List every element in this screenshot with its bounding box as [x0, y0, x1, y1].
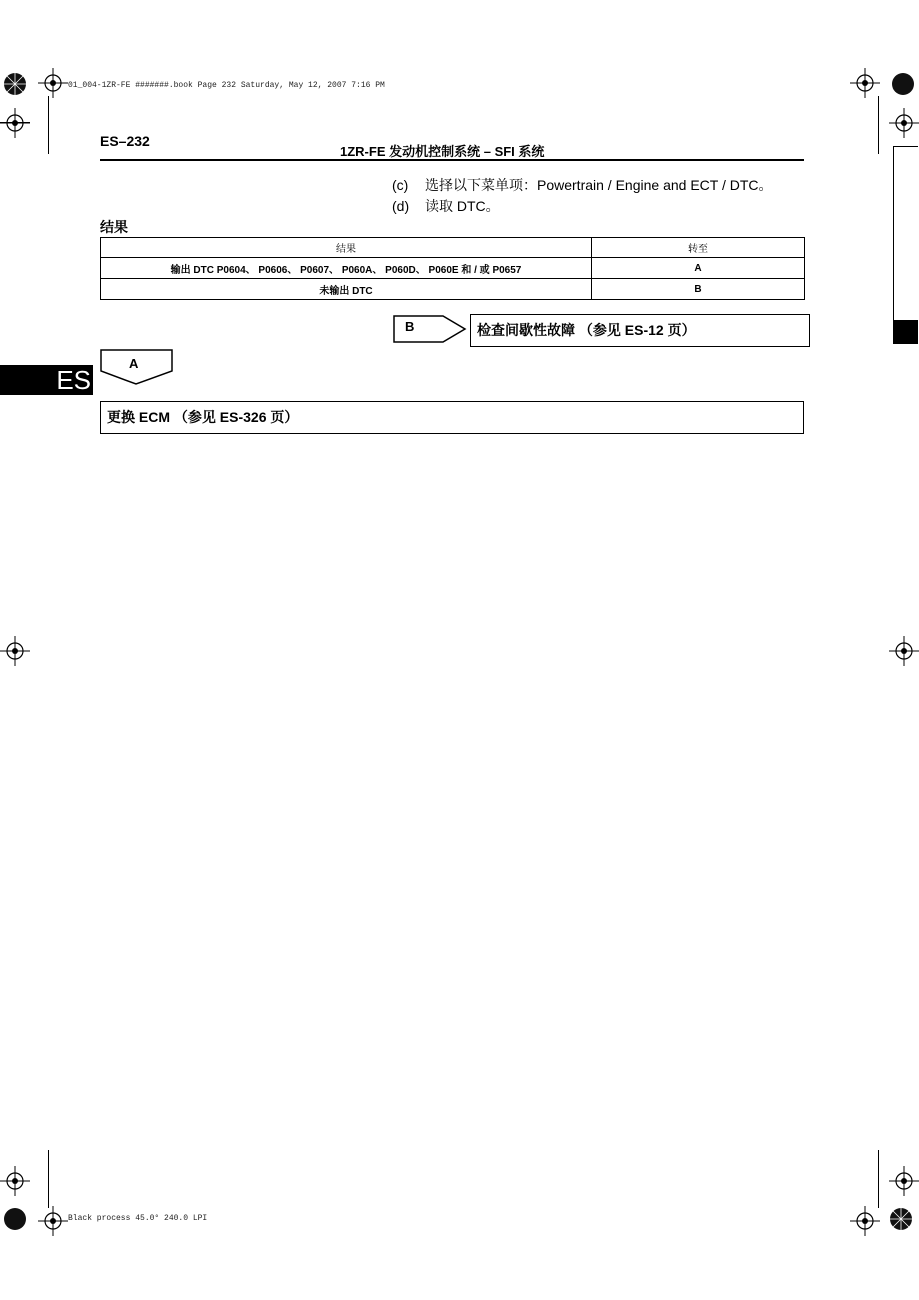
black-dot-mark: [892, 73, 914, 95]
page-number: ES–232: [100, 133, 150, 149]
step-label: (d): [392, 198, 410, 214]
step-text: 读取 DTC。: [425, 198, 500, 214]
registration-mark-icon: [886, 1204, 916, 1234]
crop-line: [0, 122, 30, 123]
column-header-goto: 转至: [592, 238, 805, 258]
branch-a-arrow: [100, 349, 173, 390]
print-slug-bottom: Black process 45.0° 240.0 LPI: [68, 1214, 208, 1223]
crosshair-mark-icon: [38, 1206, 68, 1236]
registration-mark-icon: [0, 69, 30, 99]
step-text: 选择以下菜单项：Powertrain / Engine and ECT / DTC。: [425, 177, 773, 193]
crosshair-mark-icon: [850, 68, 880, 98]
crosshair-mark-icon: [0, 636, 30, 666]
step-d: [392, 196, 500, 216]
crosshair-mark-icon: [889, 108, 919, 138]
crosshair-mark-icon: [0, 108, 30, 138]
crop-line: [48, 1150, 49, 1208]
crop-line: [878, 1150, 879, 1208]
crop-line: [878, 96, 879, 154]
section-tab: ES: [0, 365, 93, 395]
side-section-bar: [893, 146, 918, 344]
crosshair-mark-icon: [850, 1206, 880, 1236]
table-header-row: [101, 238, 805, 258]
result-cell: 输出 DTC P0604、 P0606、 P0607、 P060A、 P060D、 P060E 和 / 或 P0657: [101, 258, 592, 279]
branch-a-label: A: [129, 356, 139, 371]
crosshair-mark-icon: [38, 68, 68, 98]
crop-line: [48, 96, 49, 154]
result-table: [100, 237, 805, 300]
table-row: [101, 279, 805, 300]
side-section-marker: [893, 320, 918, 344]
table-row: [101, 258, 805, 279]
print-slug-top: 01_004-1ZR-FE #######.book Page 232 Saturday, May 12, 2007 7:16 PM: [68, 81, 385, 90]
crosshair-mark-icon: [0, 1166, 30, 1196]
result-heading: 结果: [100, 219, 128, 235]
header-divider: [100, 159, 804, 161]
goto-cell: B: [592, 279, 805, 300]
step-c: [392, 175, 773, 195]
black-dot-mark: [4, 1208, 26, 1230]
step-label: (c): [392, 177, 409, 193]
branch-a-action-box: 更换 ECM （参见 ES-326 页）: [100, 401, 804, 434]
crosshair-mark-icon: [889, 636, 919, 666]
branch-b-label: B: [405, 319, 415, 334]
running-title: 1ZR-FE 发动机控制系统 – SFI 系统: [340, 144, 545, 159]
column-header-result: 结果: [101, 238, 592, 258]
branch-b-arrow: [393, 315, 467, 348]
result-cell: 未输出 DTC: [101, 279, 592, 300]
branch-b-action-box: 检查间歇性故障 （参见 ES-12 页）: [470, 314, 810, 347]
goto-cell: A: [592, 258, 805, 279]
crosshair-mark-icon: [889, 1166, 919, 1196]
